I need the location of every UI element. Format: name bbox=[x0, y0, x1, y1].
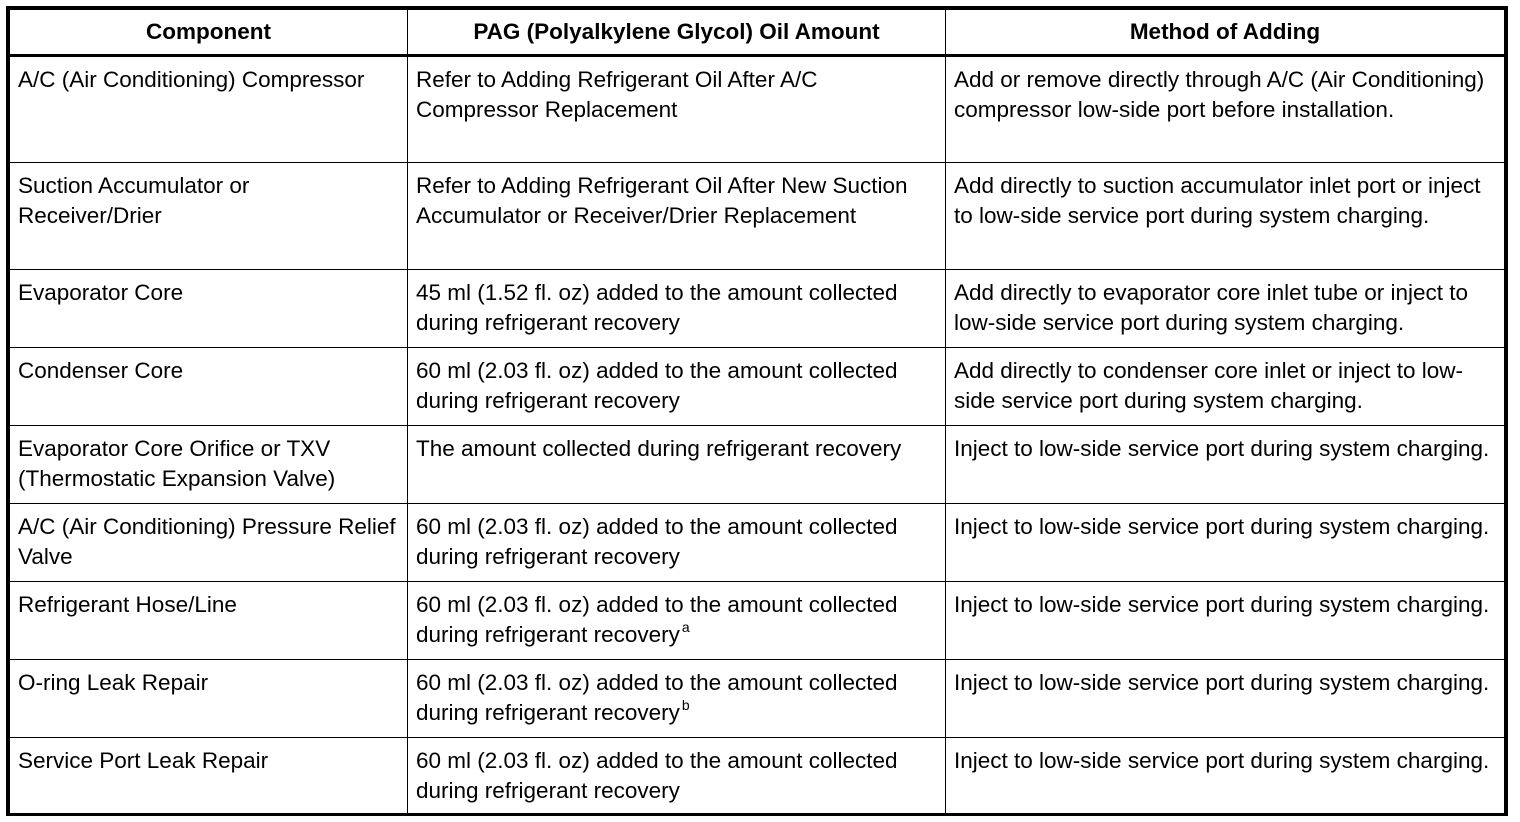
table-row bbox=[10, 582, 1505, 660]
amount-text: 60 ml (2.03 fl. oz) added to the amount collected during refrigerant recovery bbox=[416, 514, 898, 569]
table-row bbox=[10, 163, 1505, 270]
amount-cell bbox=[408, 56, 946, 163]
component-cell: Service Port Leak Repair bbox=[10, 738, 408, 816]
amount-text: 60 ml (2.03 fl. oz) added to the amount collected during refrigerant recovery bbox=[416, 592, 898, 647]
amount-cell bbox=[408, 504, 946, 582]
amount-cell bbox=[408, 348, 946, 426]
method-cell: Inject to low-side service port during system charging. bbox=[946, 738, 1505, 816]
amount-cell bbox=[408, 660, 946, 738]
table-row bbox=[10, 56, 1505, 163]
header-component: Component bbox=[10, 10, 408, 56]
footnote-marker: b bbox=[681, 696, 690, 713]
method-cell: Add directly to evaporator core inlet tube or inject to low-side service port during system charging. bbox=[946, 270, 1505, 348]
amount-cell bbox=[408, 738, 946, 816]
amount-text: Refer to Adding Refrigerant Oil After New Suction Accumulator or Receiver/Drier Replacement bbox=[416, 173, 908, 228]
table-row bbox=[10, 426, 1505, 504]
component-cell: O-ring Leak Repair bbox=[10, 660, 408, 738]
amount-text: Refer to Adding Refrigerant Oil After A/C Compressor Replacement bbox=[416, 67, 818, 122]
amount-text: 60 ml (2.03 fl. oz) added to the amount collected during refrigerant recovery bbox=[416, 748, 898, 803]
amount-cell bbox=[408, 582, 946, 660]
method-cell: Add directly to condenser core inlet or inject to low-side service port during system charging. bbox=[946, 348, 1505, 426]
method-cell: Inject to low-side service port during system charging. bbox=[946, 660, 1505, 738]
table-row bbox=[10, 270, 1505, 348]
oil-capacity-table-frame bbox=[6, 6, 1508, 816]
amount-text: 45 ml (1.52 fl. oz) added to the amount collected during refrigerant recovery bbox=[416, 280, 898, 335]
component-cell: Condenser Core bbox=[10, 348, 408, 426]
footnote-marker: a bbox=[681, 618, 690, 635]
amount-cell bbox=[408, 163, 946, 270]
method-cell: Inject to low-side service port during system charging. bbox=[946, 426, 1505, 504]
oil-capacity-table bbox=[9, 9, 1505, 816]
table-header-row bbox=[10, 10, 1505, 56]
component-cell: Suction Accumulator or Receiver/Drier bbox=[10, 163, 408, 270]
table-row bbox=[10, 348, 1505, 426]
amount-text: 60 ml (2.03 fl. oz) added to the amount collected during refrigerant recovery bbox=[416, 670, 898, 725]
amount-cell bbox=[408, 270, 946, 348]
component-cell: Evaporator Core Orifice or TXV (Thermostatic Expansion Valve) bbox=[10, 426, 408, 504]
component-cell: A/C (Air Conditioning) Compressor bbox=[10, 56, 408, 163]
method-cell: Inject to low-side service port during system charging. bbox=[946, 582, 1505, 660]
header-oil-amount: PAG (Polyalkylene Glycol) Oil Amount bbox=[408, 10, 946, 56]
table-row bbox=[10, 504, 1505, 582]
method-cell: Add directly to suction accumulator inlet port or inject to low-side service port during system charging. bbox=[946, 163, 1505, 270]
amount-cell bbox=[408, 426, 946, 504]
component-cell: Evaporator Core bbox=[10, 270, 408, 348]
component-cell: Refrigerant Hose/Line bbox=[10, 582, 408, 660]
amount-text: The amount collected during refrigerant recovery bbox=[416, 436, 902, 461]
table-row bbox=[10, 738, 1505, 816]
method-cell: Add or remove directly through A/C (Air Conditioning) compressor low-side port before installation. bbox=[946, 56, 1505, 163]
amount-text: 60 ml (2.03 fl. oz) added to the amount collected during refrigerant recovery bbox=[416, 358, 898, 413]
table-row bbox=[10, 660, 1505, 738]
header-method: Method of Adding bbox=[946, 10, 1505, 56]
component-cell: A/C (Air Conditioning) Pressure Relief Valve bbox=[10, 504, 408, 582]
method-cell: Inject to low-side service port during system charging. bbox=[946, 504, 1505, 582]
